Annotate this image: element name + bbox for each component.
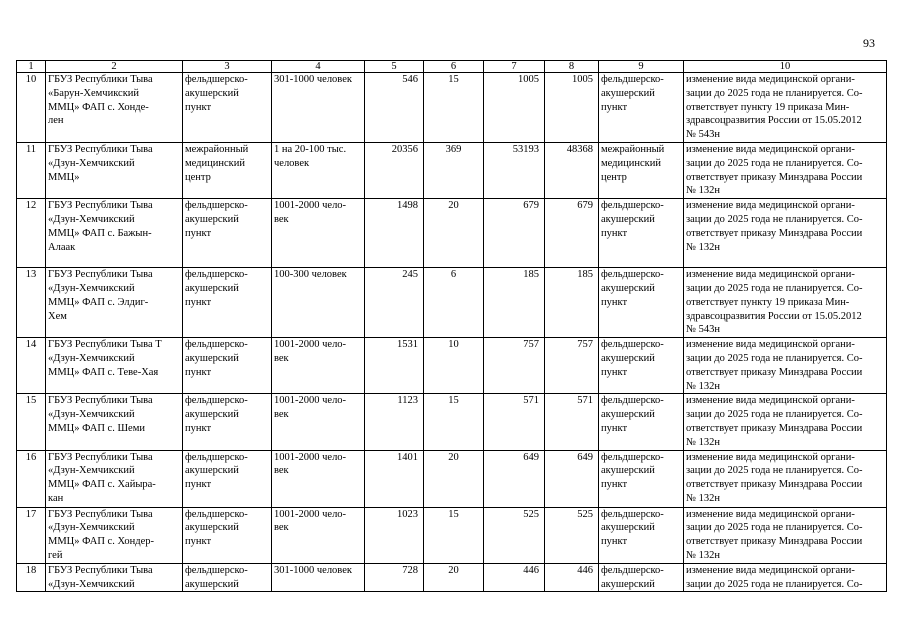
row-number: 12 [17,199,46,268]
value-cell: 185 [484,268,545,338]
note-cell: изменение вида медицинской органи- зации до 2025 года не планируется. Со- ответствует приказу Минздрава России № 132н [684,394,887,450]
organization-cell: ГБУЗ Республики Тыва «Дзун-Хемчикский ММЦ» ФАП с. Бажын- Алаак [46,199,183,268]
row-number: 18 [17,563,46,592]
medical-organizations-table [16,60,887,592]
population-cell: 1 на 20-100 тыс. человек [272,142,365,198]
row-number: 13 [17,268,46,338]
value-cell: 446 [484,563,545,592]
column-number-row [17,61,887,73]
value-cell: 649 [484,450,545,507]
value-cell: 20 [424,450,484,507]
type-cell: фельдшерско- акушерский пункт [599,394,684,450]
column-header: 7 [484,61,545,73]
note-cell: изменение вида медицинской органи- зации до 2025 года не планируется. Со- ответствует приказу Минздрава России № 132н [684,450,887,507]
organization-cell: ГБУЗ Республики Тыва «Дзун-Хемчикский ММЦ» [46,142,183,198]
table-row [17,507,887,563]
type-cell: фельдшерско- акушерский пункт [183,268,272,338]
organization-cell: ГБУЗ Республики Тыва Т «Дзун-Хемчикский ММЦ» ФАП с. Теве-Хая [46,338,183,394]
row-number: 11 [17,142,46,198]
value-cell: 679 [545,199,599,268]
population-cell: 301-1000 человек [272,73,365,143]
type-cell: фельдшерско- акушерский пункт [183,73,272,143]
population-cell: 1001-2000 чело- век [272,394,365,450]
table-row [17,338,887,394]
type-cell: фельдшерско- акушерский пункт [599,507,684,563]
note-cell: изменение вида медицинской органи- зации до 2025 года не планируется. Со- ответствует приказу Минздрава России № 132н [684,338,887,394]
note-cell: изменение вида медицинской органи- зации до 2025 года не планируется. Со- ответствует приказу Минздрава России № 132н [684,142,887,198]
table-row [17,450,887,507]
value-cell: 757 [484,338,545,394]
value-cell: 525 [545,507,599,563]
type-cell: фельдшерско- акушерский пункт [599,73,684,143]
note-cell: изменение вида медицинской органи- зации до 2025 года не планируется. Со- [684,563,887,592]
value-cell: 546 [365,73,424,143]
value-cell: 20 [424,563,484,592]
value-cell: 571 [545,394,599,450]
value-cell: 649 [545,450,599,507]
type-cell: фельдшерско- акушерский [183,563,272,592]
table-row [17,268,887,338]
column-header: 1 [17,61,46,73]
type-cell: межрайонный медицинский центр [599,142,684,198]
value-cell: 1005 [545,73,599,143]
type-cell: фельдшерско- акушерский пункт [183,507,272,563]
value-cell: 15 [424,507,484,563]
column-header: 5 [365,61,424,73]
population-cell: 1001-2000 чело- век [272,507,365,563]
value-cell: 369 [424,142,484,198]
note-cell: изменение вида медицинской органи- зации до 2025 года не планируется. Со- ответствует приказу Минздрава России № 132н [684,507,887,563]
organization-cell: ГБУЗ Республики Тыва «Дзун-Хемчикский ММЦ» ФАП с. Хондер- гей [46,507,183,563]
value-cell: 245 [365,268,424,338]
value-cell: 20 [424,199,484,268]
type-cell: фельдшерско- акушерский пункт [599,338,684,394]
table-row [17,394,887,450]
column-header: 4 [272,61,365,73]
value-cell: 1005 [484,73,545,143]
population-cell: 301-1000 человек [272,563,365,592]
type-cell: фельдшерско- акушерский пункт [183,199,272,268]
note-cell: изменение вида медицинской органи- зации до 2025 года не планируется. Со- ответствует пункту 19 приказа Мин- здравсоцразвития России от 15.05.2012 № 543н [684,73,887,143]
type-cell: фельдшерско- акушерский пункт [183,394,272,450]
column-header: 6 [424,61,484,73]
value-cell: 757 [545,338,599,394]
value-cell: 1123 [365,394,424,450]
value-cell: 679 [484,199,545,268]
population-cell: 1001-2000 чело- век [272,338,365,394]
column-header: 2 [46,61,183,73]
type-cell: межрайонный медицинский центр [183,142,272,198]
organization-cell: ГБУЗ Республики Тыва «Дзун-Хемчикский ММЦ» ФАП с. Элдиг- Хем [46,268,183,338]
value-cell: 20356 [365,142,424,198]
value-cell: 1401 [365,450,424,507]
column-header: 3 [183,61,272,73]
row-number: 17 [17,507,46,563]
table-row [17,199,887,268]
organization-cell: ГБУЗ Республики Тыва «Дзун-Хемчикский [46,563,183,592]
value-cell: 446 [545,563,599,592]
organization-cell: ГБУЗ Республики Тыва «Барун-Хемчикский ММЦ» ФАП с. Хонде- лен [46,73,183,143]
value-cell: 571 [484,394,545,450]
note-cell: изменение вида медицинской органи- зации до 2025 года не планируется. Со- ответствует пункту 19 приказа Мин- здравсоцразвития России от 15.05.2012 № 543н [684,268,887,338]
table-row [17,73,887,143]
population-cell: 1001-2000 чело- век [272,199,365,268]
type-cell: фельдшерско- акушерский пункт [183,450,272,507]
value-cell: 728 [365,563,424,592]
value-cell: 6 [424,268,484,338]
value-cell: 1531 [365,338,424,394]
type-cell: фельдшерско- акушерский пункт [599,450,684,507]
organization-cell: ГБУЗ Республики Тыва «Дзун-Хемчикский ММЦ» ФАП с. Хайыра- кан [46,450,183,507]
value-cell: 10 [424,338,484,394]
value-cell: 53193 [484,142,545,198]
row-number: 15 [17,394,46,450]
note-cell: изменение вида медицинской органи- зации до 2025 года не планируется. Со- ответствует приказу Минздрава России № 132н [684,199,887,268]
column-header: 9 [599,61,684,73]
value-cell: 525 [484,507,545,563]
row-number: 10 [17,73,46,143]
value-cell: 1023 [365,507,424,563]
organization-cell: ГБУЗ Республики Тыва «Дзун-Хемчикский ММЦ» ФАП с. Шеми [46,394,183,450]
value-cell: 15 [424,73,484,143]
type-cell: фельдшерско- акушерский пункт [599,268,684,338]
page-number: 93 [863,36,875,50]
type-cell: фельдшерско- акушерский [599,563,684,592]
row-number: 16 [17,450,46,507]
value-cell: 48368 [545,142,599,198]
type-cell: фельдшерско- акушерский пункт [183,338,272,394]
value-cell: 1498 [365,199,424,268]
type-cell: фельдшерско- акушерский пункт [599,199,684,268]
population-cell: 1001-2000 чело- век [272,450,365,507]
column-header: 8 [545,61,599,73]
value-cell: 15 [424,394,484,450]
table-row [17,563,887,592]
row-number: 14 [17,338,46,394]
value-cell: 185 [545,268,599,338]
column-header: 10 [684,61,887,73]
table-row [17,142,887,198]
population-cell: 100-300 человек [272,268,365,338]
